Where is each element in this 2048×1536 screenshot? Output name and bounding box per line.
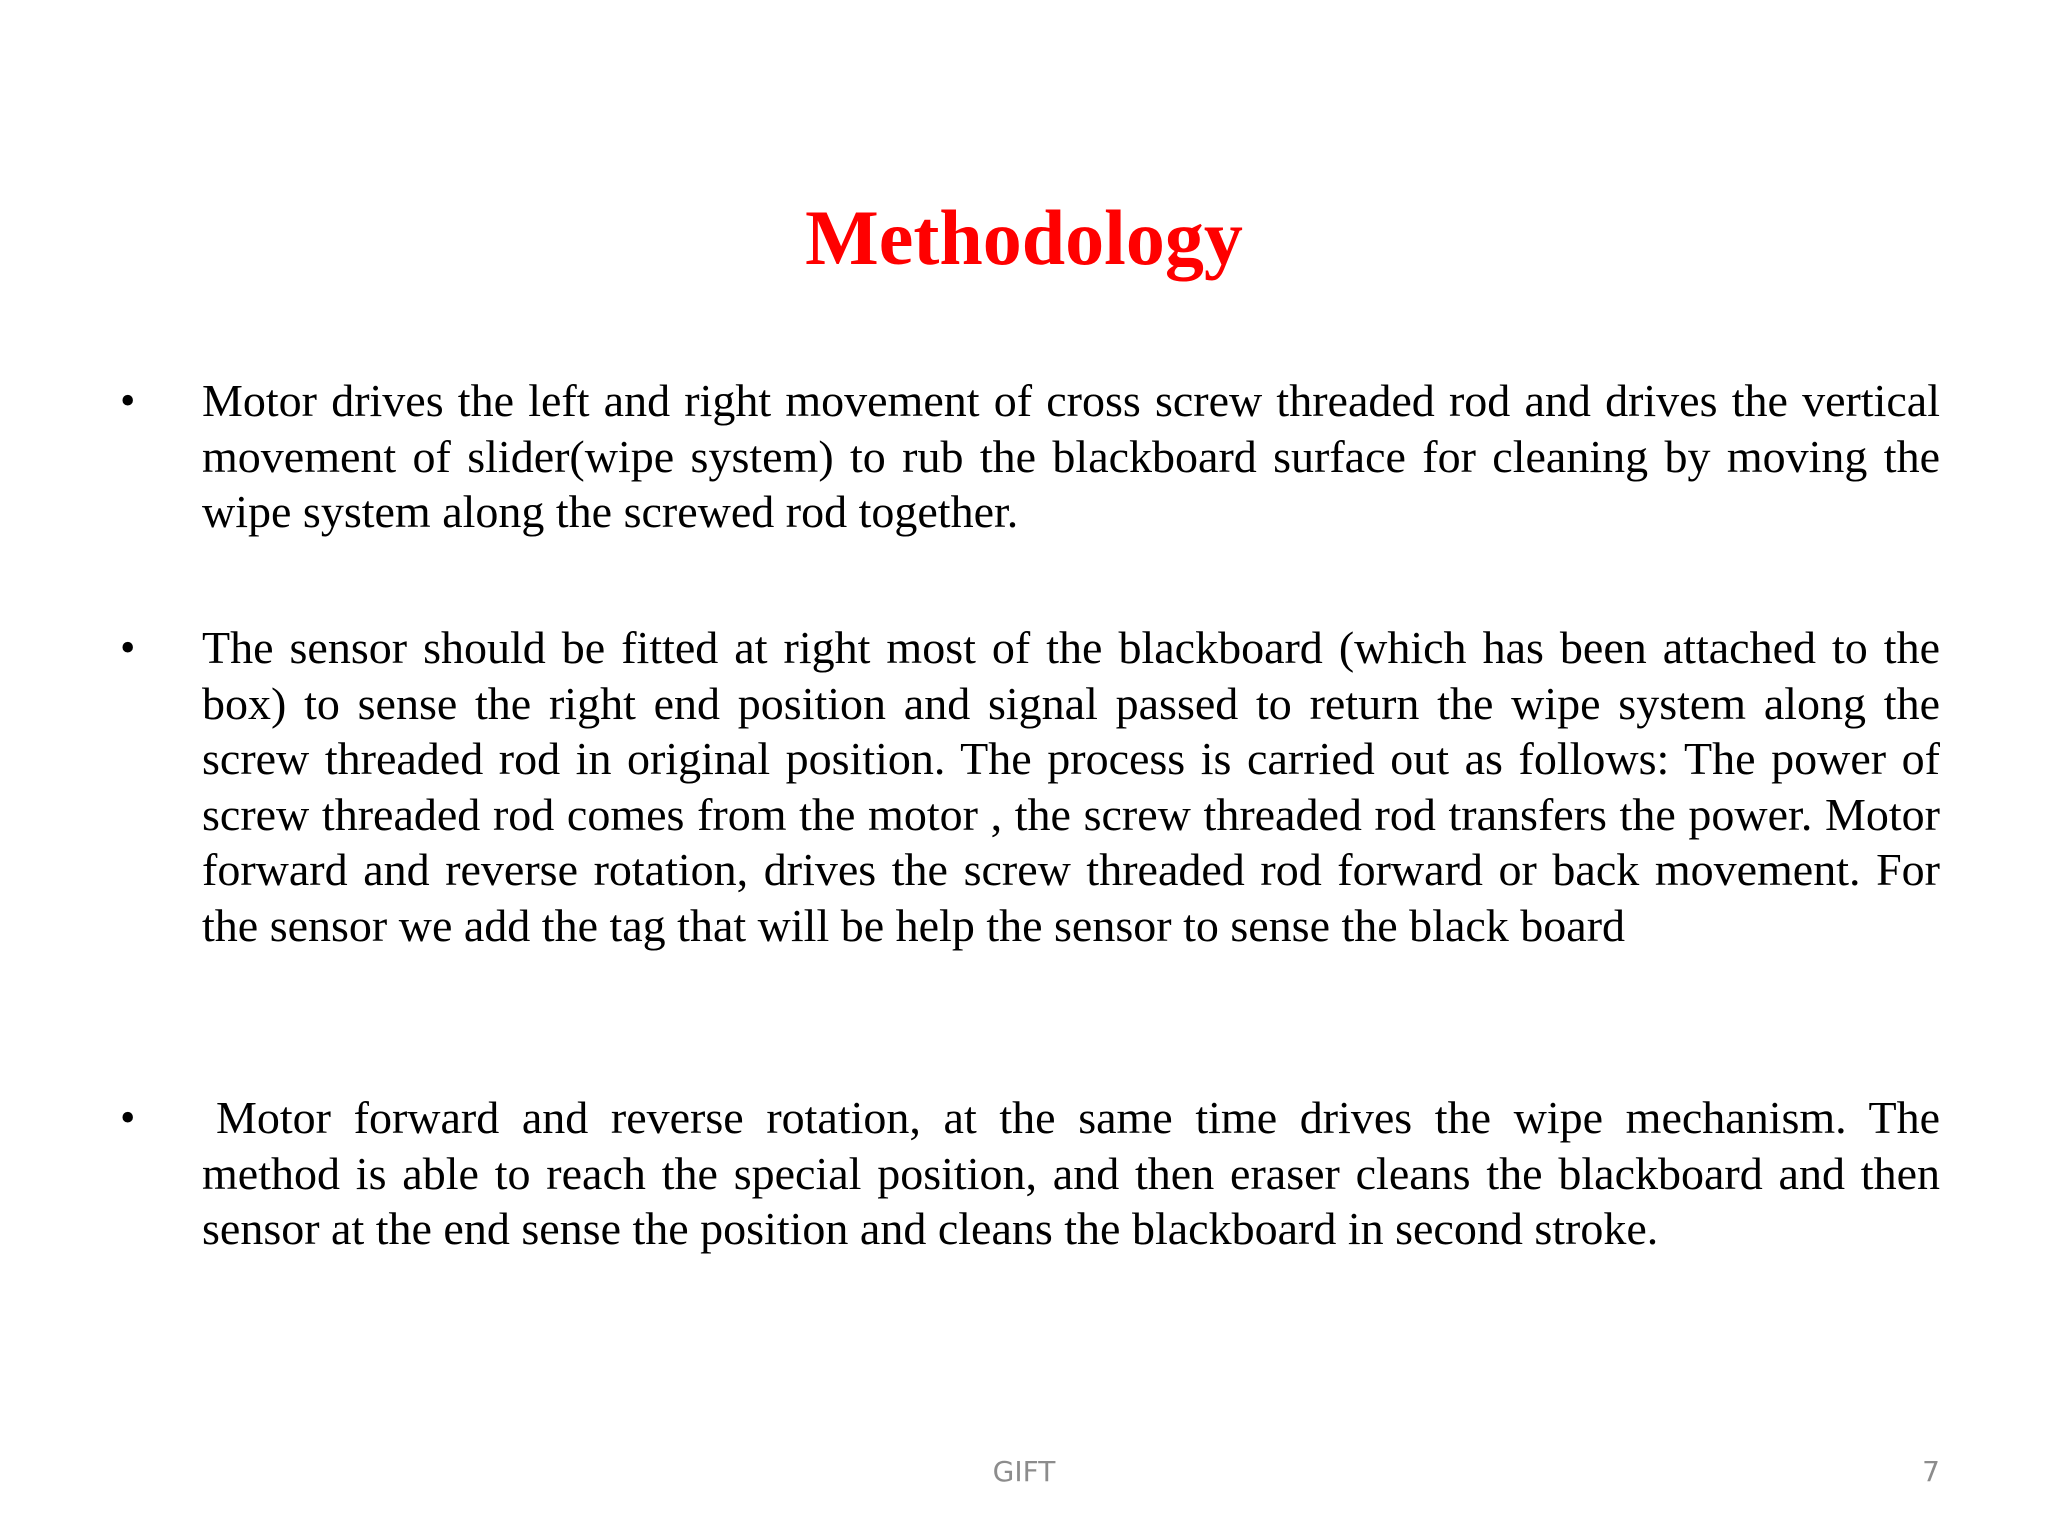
bullet-text-2: The sensor should be fitted at right most of the blackboard (which has been attached to the box) to sense the right end position and signal passed to return the wipe system along the screw threaded rod in original position. The process is carried out as follows: The power of screw threaded rod comes from the motor , the screw threaded rod transfers the power. Motor forward and reverse rotation, drives the screw threaded rod forward or back movement. For the sensor we add the tag that will be help the sensor to sense the black board — [202, 622, 1940, 951]
slide-title: Methodology — [805, 194, 1243, 281]
footer-label: GIFT — [992, 1455, 1056, 1488]
page-number: 7 — [1922, 1455, 1940, 1488]
bullet-marker: • — [120, 623, 136, 672]
bullet-marker: • — [120, 376, 136, 425]
bullet-text-1: Motor drives the left and right movement of cross screw threaded rod and drives the vertical movement of slider(wipe system) to rub the blackboard surface for cleaning by moving the wipe system along the screwed rod together. — [202, 375, 1940, 537]
bullet-marker: • — [120, 1093, 136, 1142]
bullet-text-3: Motor forward and reverse rotation, at the same time drives the wipe mechanism. The method is able to reach the special position, and then eraser cleans the blackboard and then sensor at the end sense the position and cleans the blackboard in second stroke. — [202, 1092, 1940, 1254]
